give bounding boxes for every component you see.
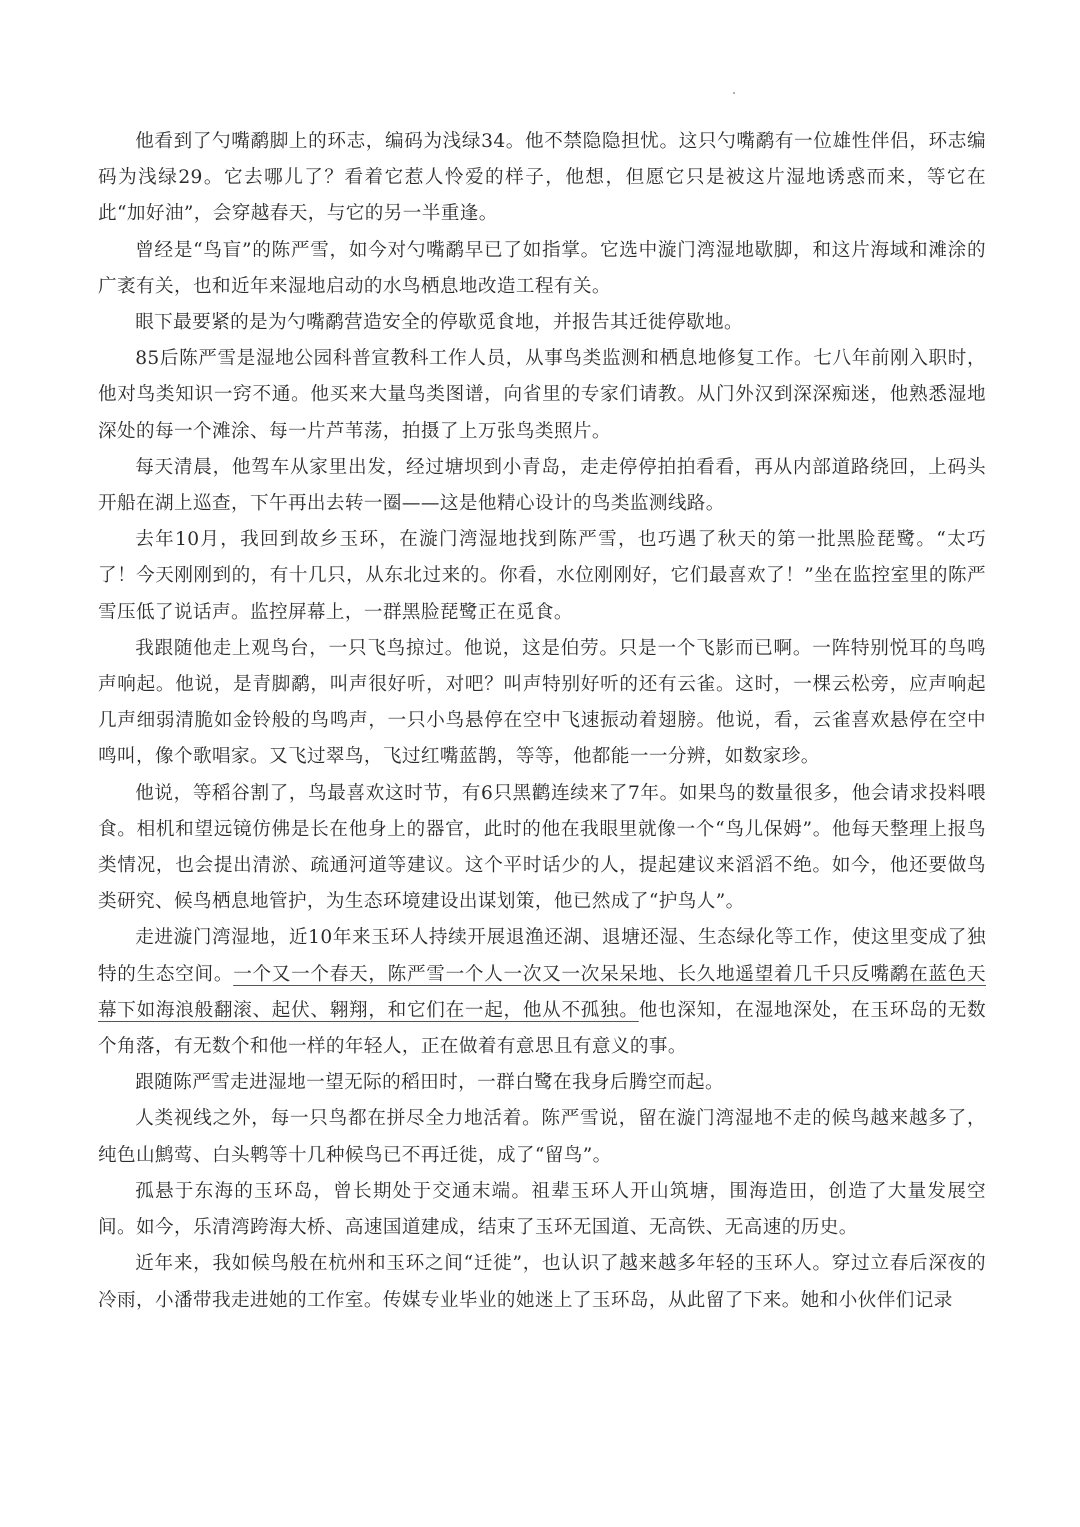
- paragraph: [98, 124, 986, 233]
- paragraph: [98, 1174, 986, 1246]
- paragraph: [98, 341, 986, 450]
- paragraph-text: 每天清晨，他驾车从家里出发，经过塘坝到小青岛，走走停停拍拍看看，再从内部道路绕回，上码头开船在湖上巡查，下午再出去转一圈——这是他精心设计的鸟类监测线路。: [98, 456, 986, 515]
- paragraph: [98, 1101, 986, 1173]
- underlined-sentence: 一个又一个春天，陈严雪一个人一次又一次呆呆地、长久地遥望着几千只反嘴鹬在蓝色天幕下如海浪般翻滚、起伏、翱翔，和它们在一起，他从不孤独。: [98, 963, 986, 1021]
- paragraph-text: 曾经是“鸟盲”的陈严雪，如今对勺嘴鹬早已了如指掌。它选中漩门湾湿地歇脚，和这片海域和滩涂的广袤有关，也和近年来湿地启动的水鸟栖息地改造工程有关。: [98, 239, 986, 297]
- article-body: [98, 124, 986, 1319]
- paragraph: [98, 450, 986, 522]
- paragraph: [98, 1246, 986, 1318]
- paragraph: [98, 920, 986, 1065]
- paragraph-text: 跟随陈严雪走进湿地一望无际的稻田时，一群白鹭在我身后腾空而起。: [135, 1072, 724, 1094]
- paragraph-text: 眼下最要紧的是为勺嘴鹬营造安全的停歇觅食地，并报告其迁徙停歇地。: [135, 312, 743, 334]
- paragraph: [98, 233, 986, 305]
- scan-speck: [733, 92, 735, 94]
- paragraph-text: 他看到了勺嘴鹬脚上的环志，编码为浅绿34。他不禁隐隐担忧。这只勺嘴鹬有一位雄性伴侣，环志编码为浅绿29。它去哪儿了？看着它惹人怜爱的样子，他想，但愿它只是被这片湿地诱惑而来，等它在此“加好油”，会穿越春天，与它的另一半重逢。: [98, 131, 986, 225]
- paragraph-text: 孤悬于东海的玉环岛，曾长期处于交通末端。祖辈玉环人开山筑塘，围海造田，创造了大量发展空间。如今，乐清湾跨海大桥、高速国道建成，结束了玉环无国道、无高铁、无高速的历史。: [98, 1180, 986, 1239]
- paragraph-text: 我跟随他走上观鸟台，一只飞鸟掠过。他说，这是伯劳。只是一个飞影而已啊。一阵特别悦耳的鸟鸣声响起。他说，是青脚鹬，叫声很好听，对吧？叫声特别好听的还有云雀。这时，一棵云松旁，应声响起几声细弱清脆如金铃般的鸟鸣声，一只小鸟悬停在空中飞速振动着翅膀。他说，看，云雀喜欢悬停在空中鸣叫，像个歌唱家。又飞过翠鸟，飞过红嘴蓝鹊，等等，他都能一一分辨，如数家珍。: [98, 637, 986, 768]
- paragraph: [98, 1065, 986, 1101]
- paragraph-text: 近年来，我如候鸟般在杭州和玉环之间“迁徙”，也认识了越来越多年轻的玉环人。穿过立春后深夜的冷雨，小潘带我走进她的工作室。传媒专业毕业的她迷上了玉环岛，从此留了下来。她和小伙伴们记录: [98, 1253, 986, 1311]
- paragraph: [98, 631, 986, 776]
- paragraph-text: 去年10月，我回到故乡玉环，在漩门湾湿地找到陈严雪，也巧遇了秋天的第一批黑脸琵鹭。“太巧了！今天刚刚到的，有十几只，从东北过来的。你看，水位刚刚好，它们最喜欢了！”坐在监控室里的陈严雪压低了说话声。监控屏幕上，一群黑脸琵鹭正在觅食。: [98, 529, 986, 623]
- paragraph-text: 他说，等稻谷割了，鸟最喜欢这时节，有6只黑鹳连续来了7年。如果鸟的数量很多，他会请求投料喂食。相机和望远镜仿佛是长在他身上的器官，此时的他在我眼里就像一个“鸟儿保姆”。他每天整理上报鸟类情况，也会提出清淤、疏通河道等建议。这个平时话少的人，提起建议来滔滔不绝。如今，他还要做鸟类研究、候鸟栖息地管护，为生态环境建设出谋划策，他已然成了“护鸟人”。: [98, 782, 986, 913]
- paragraph-text: 人类视线之外，每一只鸟都在拼尽全力地活着。陈严雪说，留在漩门湾湿地不走的候鸟越来越多了，纯色山鹪莺、白头鹎等十几种候鸟已不再迁徙，成了“留鸟”。: [98, 1108, 986, 1166]
- paragraph-text: 走进漩门湾湿地，近10年来玉环人持续开展退渔还湖、退塘还湿、生态绿化等工作，使这里变成了独特的生态空间。: [98, 927, 986, 985]
- paragraph-text: 他也深知，在湿地深处，在玉环岛的无数个角落，有无数个和他一样的年轻人，正在做着有意思且有意义的事。: [98, 999, 987, 1058]
- paragraph: [98, 522, 986, 631]
- paragraph: [98, 305, 986, 341]
- paragraph-text: 85后陈严雪是湿地公园科普宣教科工作人员，从事鸟类监测和栖息地修复工作。七八年前刚入职时，他对鸟类知识一窍不通。他买来大量鸟类图谱，向省里的专家们请教。从门外汉到深深痴迷，他熟悉湿地深处的每一个滩涂、每一片芦苇荡，拍摄了上万张鸟类照片。: [98, 348, 986, 442]
- paragraph: [98, 776, 986, 921]
